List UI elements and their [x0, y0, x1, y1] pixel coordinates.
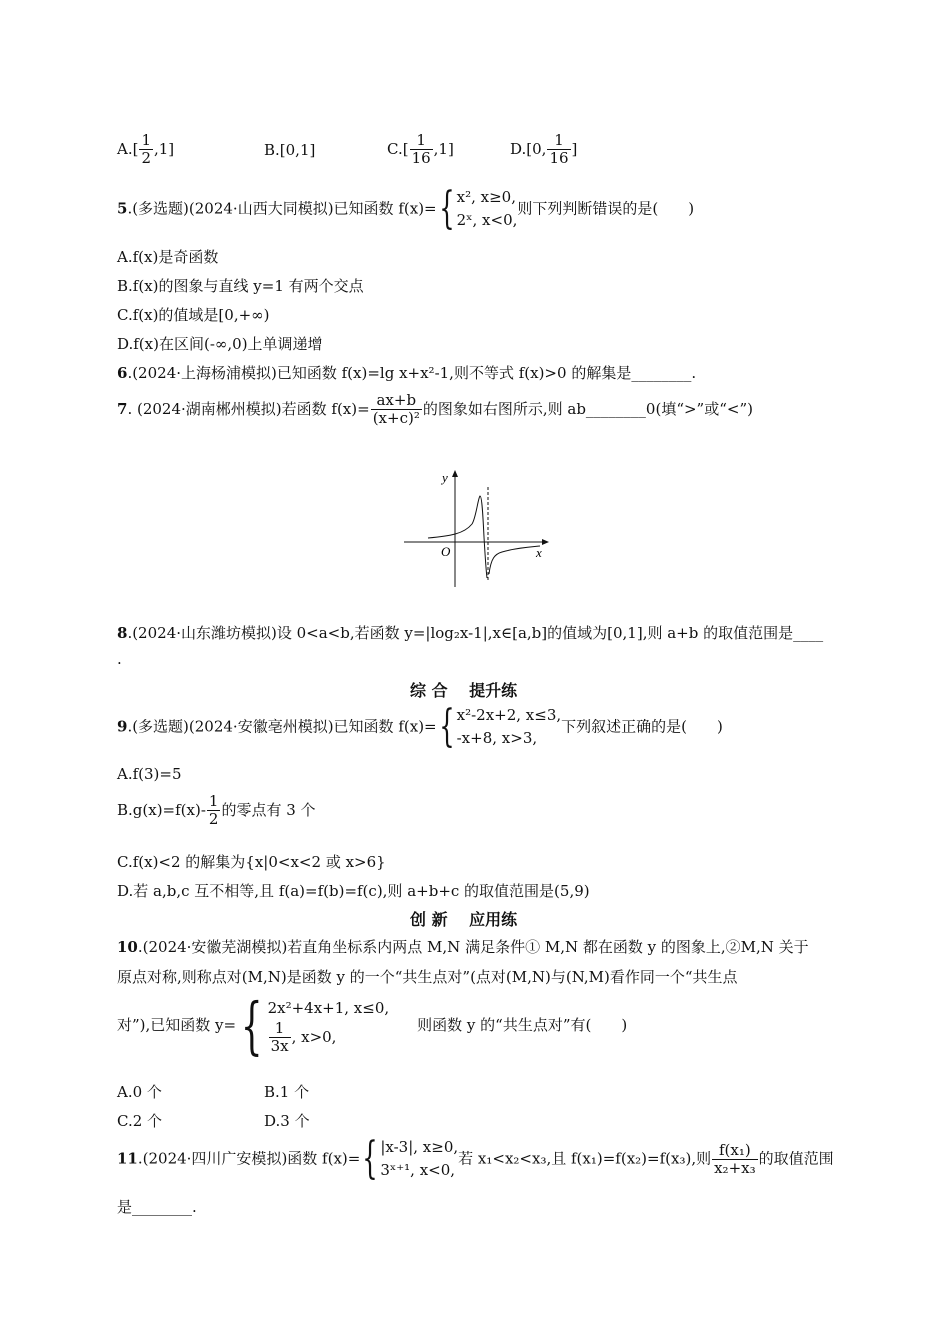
q5-option-b: B.f(x)的图象与直线 y=1 有两个交点 — [117, 277, 364, 295]
q4-option-c: C.[ $\frac{1}{16}$ ,1] — [387, 131, 454, 168]
q10-option-a: A.0 个 — [117, 1083, 162, 1101]
q9-option-d: D.若 a,b,c 互不相等,且 f(a)=f(b)=f(c),则 a+b+c 的取值范围是(5,9) — [117, 882, 590, 900]
q4-option-a: A.[ $\frac{1}{2}$ ,1] — [117, 131, 175, 168]
q5-stem: 5.(多选题)(2024·山西大同模拟)已知函数 f(x)={ x², x≥0, 2ˣ, x<0, 则下列判断错误的是( ) — [117, 183, 695, 235]
q5-option-a: A.f(x)是奇函数 — [117, 248, 219, 266]
q9-option-b: B.g(x)=f(x)- $\frac{1}{2}$ 的零点有 3 个 — [117, 792, 316, 829]
q10-option-d: D.3 个 — [264, 1112, 310, 1130]
y-axis-label: y — [442, 470, 448, 485]
q5-option-c: C.f(x)的值域是[0,+∞) — [117, 306, 270, 324]
q7-function-graph — [400, 462, 560, 592]
q8-tail: . — [117, 650, 122, 668]
q7-stem: 7. (2024·湖南郴州模拟)若函数 f(x)= $\frac{ax+b}{\text{(x+c)²}}$ 的图象如右图所示,则 ab________0(填“>”或“<”) — [117, 391, 753, 428]
q4-option-d: D.[0, $\frac{1}{16}$ ] — [510, 131, 578, 168]
section-title-apply: 创 新 应用练 — [410, 910, 518, 929]
q9-option-a: A.f(3)=5 — [117, 765, 182, 783]
q5-option-d: D.f(x)在区间(-∞,0)上单调递增 — [117, 335, 323, 353]
q11-stem: 11.(2024·四川广安模拟)函数 f(x)={ |x-3|, x≥0, 3ˣ⁺¹, x<0, 若 x₁<x₂<x₃,且 f(x₁)=f(x₂)=f(x₃),则 $\frac{\text{f(x₁)}}{\text{x₂+x₃}}$ 的取值范围 — [117, 1133, 834, 1185]
x-axis-label: x — [536, 545, 542, 560]
q10-option-c: C.2 个 — [117, 1112, 163, 1130]
q8-stem: 8.(2024·山东潍坊模拟)设 0<a<b,若函数 y=|log₂x-1|,x∈[a,b]的值域为[0,1],则 a+b 的取值范围是____ — [117, 624, 824, 642]
q4-option-b: B.[0,1] — [264, 141, 316, 159]
q11-line2: 是________. — [117, 1198, 197, 1216]
q9-stem: 9.(多选题)(2024·安徽亳州模拟)已知函数 f(x)={ x²-2x+2, x≤3, -x+8, x>3, 下列叙述正确的是( ) — [117, 701, 723, 753]
q10-line1: 10.(2024·安徽芜湖模拟)若直角坐标系内两点 M,N 满足条件① M,N 都在函数 y 的图象上,②M,N 关于 — [117, 938, 809, 956]
q10-option-b: B.1 个 — [264, 1083, 310, 1101]
section-title-improve: 综 合 提升练 — [410, 681, 518, 700]
y-axis-arrow — [452, 470, 458, 477]
q6-stem: 6.(2024·上海杨浦模拟)已知函数 f(x)=lg x+x²-1,则不等式 f(x)>0 的解集是________. — [117, 364, 697, 382]
x-axis-arrow — [542, 539, 549, 545]
curve-right-branch — [489, 546, 540, 574]
q10-function: 对”),已知函数 y={ 2x²+4x+1, x≤0, $\frac{1}{3x}$ , x>0, 则函数 y 的“共生点对”有( ) — [117, 989, 628, 1062]
q10-line2: 原点对称,则称点对(M,N)是函数 y 的一个“共生点对”(点对(M,N)与(N,M)看作同一个“共生点 — [117, 968, 738, 986]
curve-left-branch — [428, 496, 487, 578]
origin-label: O — [441, 544, 451, 559]
q9-option-c: C.f(x)<2 的解集为{x|0<x<2 或 x>6} — [117, 853, 386, 871]
